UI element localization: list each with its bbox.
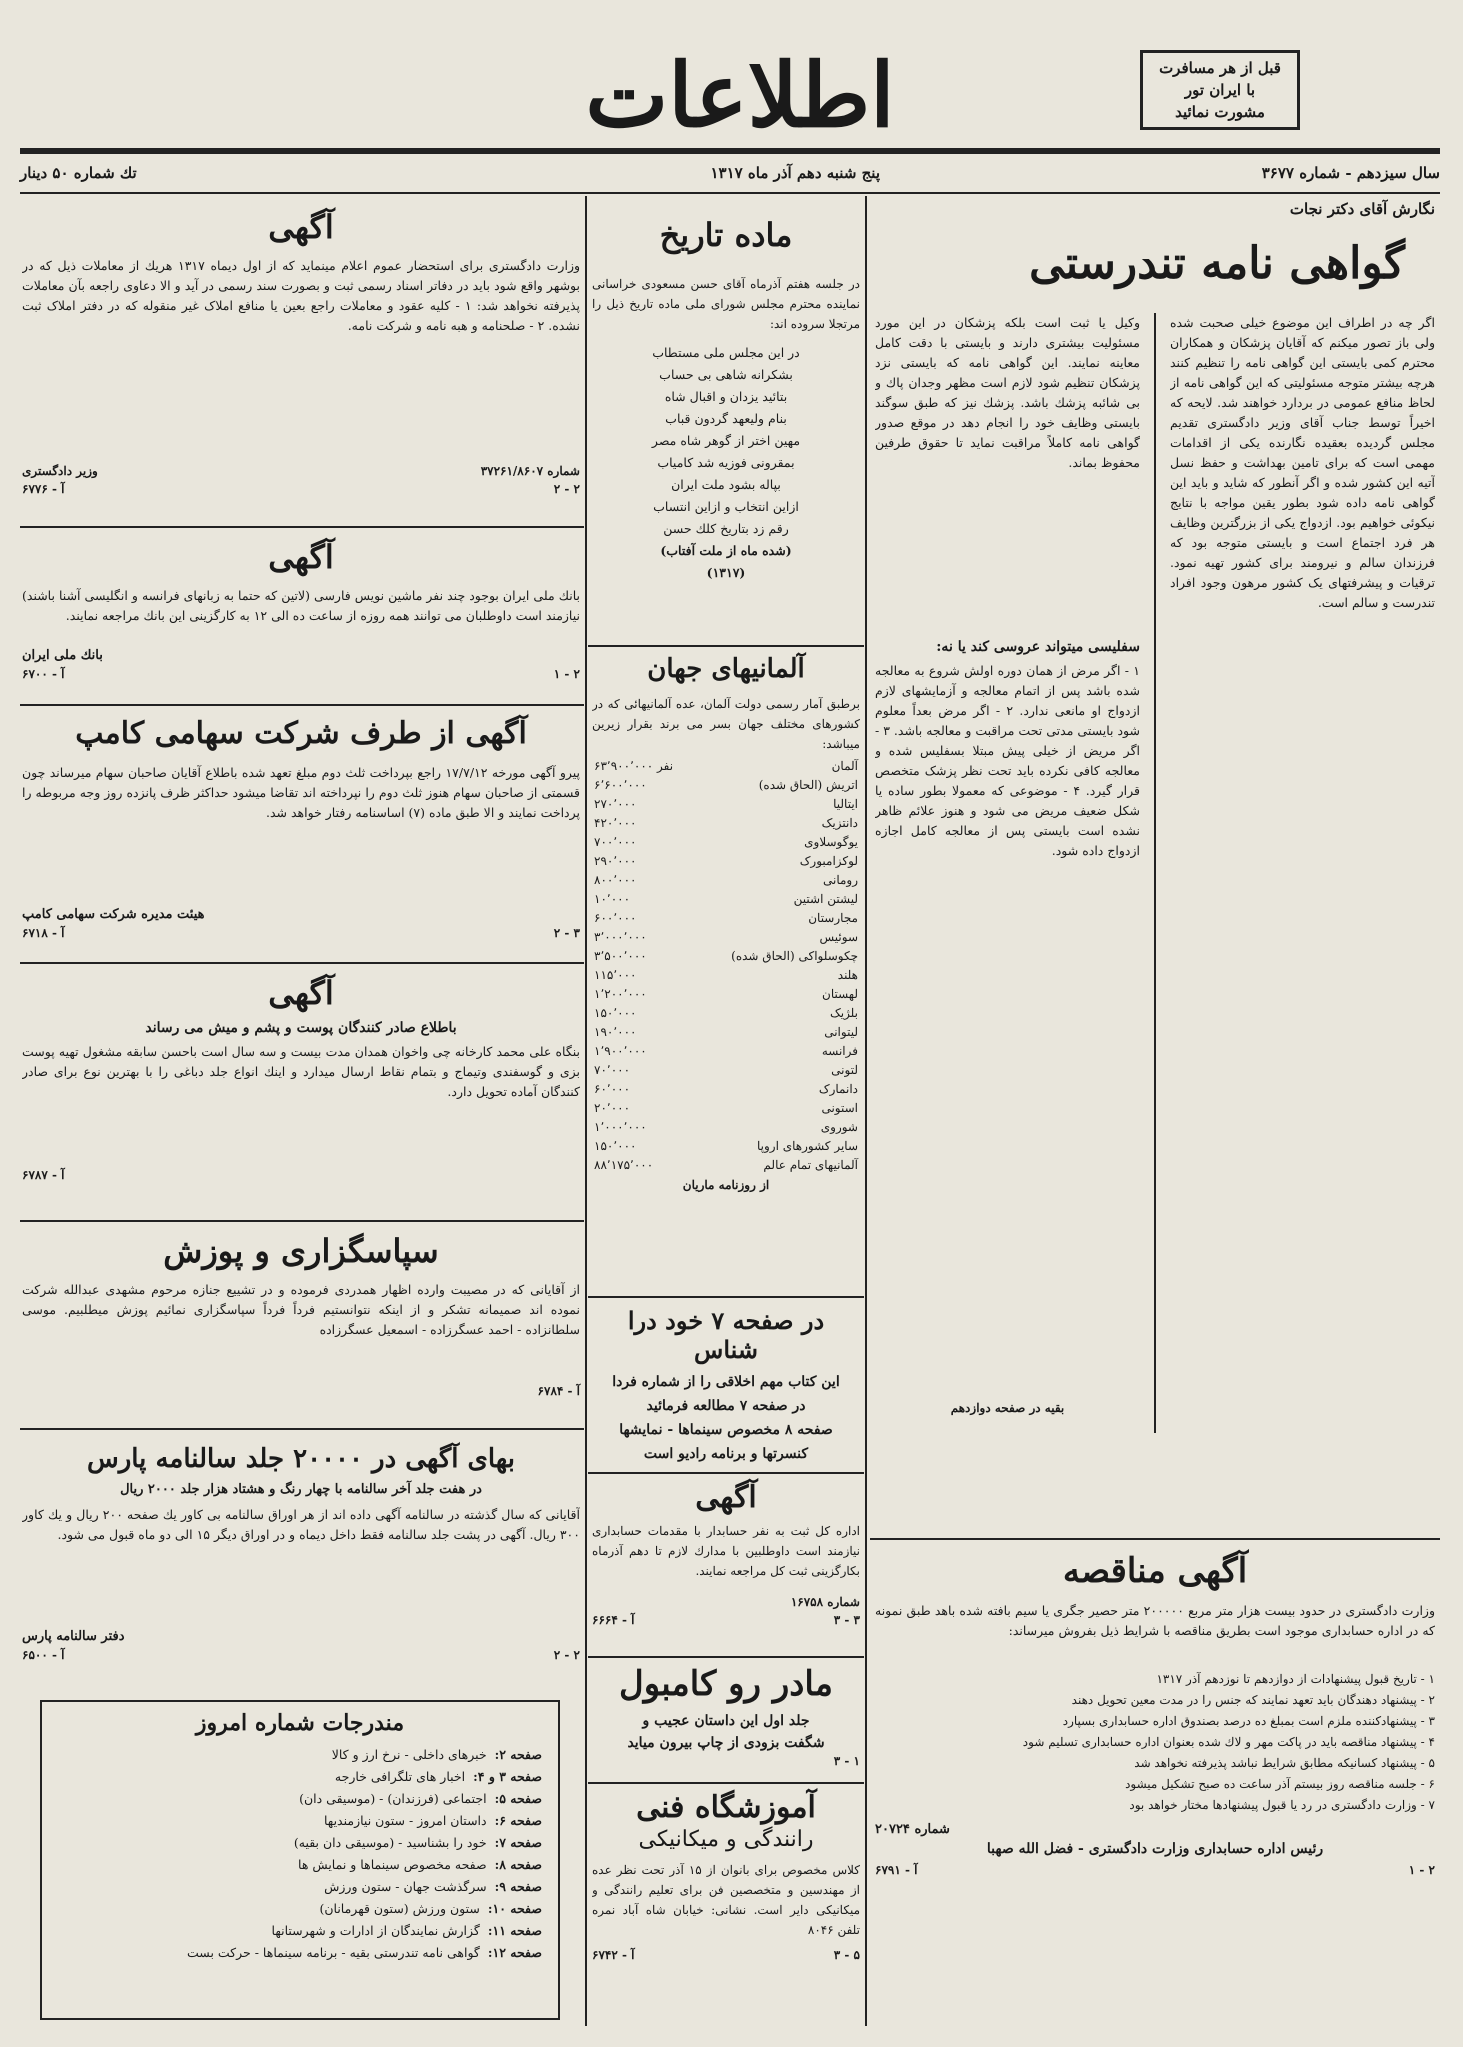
verse: رقم زد بتاریخ کلك حسن	[663, 521, 789, 536]
germans-row	[592, 1155, 860, 1174]
germans-row	[592, 1060, 860, 1079]
almanac-signature: دفتر سالنامه پارس	[22, 1629, 125, 1644]
thanks-body: از آقایانی که در مصیبت وارده اظهار همدردی فرموده و در تشییع جنازه مرحوم مشهدی عبدالله شرکت نموده اند صمیمانه تشکر و از اینکه نتوانستیم فرداً فرداً سپاسگزاری نمائیم پوزش میطلبیم. موسی سلطانزاده - احمد عسگرزاده - اسمعیل عسگرزاده	[22, 1282, 580, 1337]
center-ad-title: آگهی	[695, 1480, 757, 1515]
contents-text: اجتماعی (فرزندان) - (موسیقی دان)	[299, 1791, 487, 1806]
verse: بتائید یزدان و اقبال شاه	[664, 389, 788, 404]
country-name: لتونی	[831, 1062, 858, 1077]
tender-item: ۷ - وزارت دادگستری در رد یا قبول پیشنهادها مختار خواهد بود	[1129, 1798, 1435, 1812]
tender-item: ۳ - پیشنهادکننده ملزم است بمبلغ ده درصد بصندوق اداره حسابداری بسپارد	[1062, 1714, 1435, 1728]
tender-item: ۵ - پیشنهاد کسانیکه مطابق شرایط نباشد پذیرفته نخواهد شد	[1134, 1756, 1435, 1770]
population-count: ۶۰۰٬۰۰۰	[594, 910, 637, 925]
germans-row	[592, 984, 860, 1003]
ad-4-body: بنگاه علی محمد کارخانه چی واخوان همدان مدت بیست و سه سال است باحسن سابقه مشغول تهیه پوست بزی و گوسفندی وتیماج و بتمام نقاط ارسال میدارد و اینك انواع جلد دباغی را با بهترین نوع برای صادر کنندگان آماده تحویل دارد.	[22, 1044, 580, 1099]
ad-2-body: بانك ملی ایران بوجود چند نفر ماشین نویس فارسی (لاتین که حتما به زبانهای فرانسه و انگلیسی آشنا باشند) نیازمند است داوطلبان می توانند همه روزه از ساعت ده الی ۱۲ به کارگزینی این بانك مراجعه نمایند.	[22, 588, 580, 623]
contents-page: صفحه ۱۲:	[487, 1945, 542, 1960]
country-name: لوکزامبورک	[799, 853, 858, 868]
germans-row	[592, 870, 860, 889]
verse: مهین اختر از گوهر شاه مصر	[651, 433, 801, 448]
contents-text: گواهی نامه تندرستی بقیه - برنامه سینماها - حرکت بست	[187, 1945, 480, 1960]
contents-page: صفحه ۲:	[494, 1747, 542, 1762]
germans-row	[592, 908, 860, 927]
ad-4-ref: آ - ۶۷۸۷	[22, 1168, 65, 1182]
almanac-title: بهای آگهی در ۲۰۰۰۰ جلد سالنامه پارس	[86, 1444, 516, 1474]
country-name: استونی	[821, 1100, 858, 1115]
country-name: هلند	[837, 967, 858, 982]
tarikh-intro: در جلسه هفتم آذرماه آقای حسن مسعودی خراسانی نماینده محترم مجلس شورای ملی ماده تاریخ ذیل را مرتجلا سروده اند:	[592, 277, 860, 331]
tender-item: ۲ - پیشنهاد دهندگان باید تعهد نمایند که جنس را در مدت معین تحویل دهند	[1071, 1693, 1435, 1707]
contents-row	[58, 1898, 542, 1920]
contents-page: صفحه ۹:	[494, 1879, 542, 1894]
article-column-2: وکیل یا ثبت است بلکه پزشکان در این مورد مسئولیت بیشتری دارند و بایستی با دقت کامل معاینه نمایند. این گواهی نامه که بایستی نزد پزشکان تنظیم شود لازم است مظهر وجدان پاك و بی شائبه پزشك باشد. پزشك نیز که طبق سوگند بایستی وظایف خود را انجام دهد در موقع صدور گواهی نامه کاملاً مراقبت نماید تا حقوق طرفین محفوظ بماند.	[875, 315, 1140, 470]
ad-1	[22, 200, 580, 520]
contents-page: صفحه ۳ و ۴:	[473, 1769, 542, 1784]
center-ad	[592, 1476, 860, 1652]
contents-row	[58, 1788, 542, 1810]
ad-2	[22, 530, 580, 700]
contents-text: ستون ورزش (ستون قهرمانان)	[319, 1901, 480, 1916]
country-name: سوئیس	[819, 929, 858, 944]
health-article	[875, 200, 1435, 1530]
germans-table	[592, 756, 860, 1174]
thanks-ref: آ - ۶۷۸۴	[537, 1384, 580, 1398]
ad-2-signature: بانك ملی ایران	[22, 648, 103, 663]
ad-3	[22, 708, 580, 958]
ad-3-title: آگهی از طرف شرکت سهامی کامپ	[75, 716, 527, 751]
germans-row	[592, 756, 860, 775]
madar-kambol-title: مادر رو کامبول	[619, 1664, 833, 1704]
population-count: ۷۰٬۰۰۰	[594, 1062, 631, 1077]
tender-ref-left: آ - ۶۷۹۱	[875, 1863, 918, 1877]
amoozeshgah-ref-left: آ - ۶۷۴۲	[592, 1948, 635, 1962]
khod-amoozi-line: در صفحه ۷ مطالعه فرمائید	[646, 1398, 806, 1414]
contents-text: خود را بشناسید - (موسیقی دان بقیه)	[293, 1835, 487, 1850]
tender-ad	[875, 1545, 1435, 2025]
population-count: ۱٬۲۰۰٬۰۰۰	[594, 986, 647, 1001]
germans-row	[592, 1003, 860, 1022]
section-rule	[588, 1656, 864, 1658]
germans-row	[592, 946, 860, 965]
verse: بمقرونی فوزیه شد کامیاب	[657, 455, 795, 470]
population-count: ۸۰۰٬۰۰۰	[594, 872, 637, 887]
ad-1-body: وزارت دادگستری برای استحضار عموم اعلام مینماید که از اول دیماه ۱۳۱۷ هریك از معاملات ذیل که در بوشهر واقع شود باید در دفاتر اسناد رسمی ثبت و بصورت سند رسمی در آید و الا دعاوی راجعه بآن معاملات پذیرفته نخواهد شد: ۱ - کلیه عقود و معاملات راجع بعین یا منافع املاک غیر منقوله که در دفتر املاک ثبت نشده. ۲ - صلحنامه و هبه نامه و شرکت نامه.	[22, 258, 580, 333]
almanac-ref-right: ۲ - ۲	[553, 1648, 580, 1662]
contents-box	[40, 1700, 560, 2020]
population-count: ۱۱۵٬۰۰۰	[594, 967, 637, 982]
germans-source: از روزنامه ماریان	[682, 1178, 770, 1192]
ad-2-title: آگهی	[268, 538, 334, 576]
population-count: ۷۰۰٬۰۰۰	[594, 834, 637, 849]
byline: نگارش آقای دکتر نجات	[1289, 200, 1435, 218]
ad-4	[22, 966, 580, 1216]
section-rule	[20, 962, 584, 964]
contents-page: صفحه ۷:	[494, 1835, 542, 1850]
section-rule	[20, 526, 584, 528]
article-column-1: اگر چه در اطراف این موضوع خیلی صحبت شده ولی باز تصور میکنم که آقایان پزشکان و همکاران محترم کمی بایستی این گواهی نامه را تنظیم کنند هرچه بیشتر متوجه مسئولیتی که این گواهی نامه از لحاظ منافع عمومی در بردارد خواهند شد. لایحه که اخیراً توسط جناب آقای وزیر دادگستری تقدیم مجلس گردیده بعقیده نگارنده یکی از اقدامات مهمی است که برای تامین بهداشت و حفظ نسل آتیه این کشور شده و اگر آنطور که شاید و باید این گواهی نامه داده شود بطور یقین مواجه با نتایج نیکوئی خواهیم بود. ازدواج یکی از بزرگترین وظایف هر فرد اجتماع است و بایستی متوجه بود که فرزندان سالم و نیرومند برای کشور تهیه نمود. ترقیات و پیشرفتهای یک کشور مرهون وجود افراد تندرست و سالم است.	[1170, 315, 1435, 610]
germans-row	[592, 794, 860, 813]
germans-row	[592, 1117, 860, 1136]
amoozeshgah-subtitle: رانندگی و میکانیکی	[638, 1827, 814, 1852]
section-rule	[588, 645, 864, 647]
tender-body: وزارت دادگستری در حدود بیست هزار متر مربع ۲۰۰۰۰۰ متر حصیر جگری یا سیم بافته شده باهد طبق نمونه که در اداره حسابداری موجود است بطریق مناقصه با شرایط ذیل بفروش میرساند:	[875, 1603, 1435, 1638]
section-rule	[588, 1472, 864, 1474]
section-rule	[20, 1428, 584, 1430]
country-name: یوگوسلاوی	[804, 834, 858, 849]
verse: (شده ماه از ملت آفتاب)	[660, 543, 792, 558]
country-name: بلژیک	[829, 1005, 858, 1020]
verse: بشکرانه شاهی بی حساب	[659, 367, 793, 382]
ad-3-ref-right: ۳ - ۲	[553, 926, 580, 940]
contents-row	[58, 1744, 542, 1766]
promo-line-1: قبل از هر مسافرت	[1159, 59, 1281, 77]
article-title: گواهی نامه تندرستی	[1029, 238, 1405, 289]
column-divider	[1154, 313, 1156, 1433]
contents-row	[58, 1766, 542, 1788]
population-count: ۸۸٬۱۷۵٬۰۰۰	[594, 1157, 654, 1172]
population-count: ۶٬۶۰۰٬۰۰۰	[594, 777, 647, 792]
amoozeshgah-title: آموزشگاه فنی	[636, 1790, 816, 1825]
contents-list	[58, 1744, 542, 1964]
promo-line-3: مشورت نمائید	[1175, 103, 1265, 121]
contents-row	[58, 1920, 542, 1942]
population-count: ۳٬۵۰۰٬۰۰۰	[594, 948, 647, 963]
thanks-notice	[22, 1224, 580, 1424]
section-rule	[588, 1782, 864, 1784]
contents-text: داستان امروز - ستون نیازمندیها	[324, 1813, 487, 1828]
germans-row	[592, 832, 860, 851]
contents-text: سرگذشت جهان - ستون ورزش	[324, 1879, 487, 1894]
madar-kambol-ad	[592, 1660, 860, 1780]
almanac-ref-left: آ - ۶۵۰۰	[22, 1648, 65, 1662]
almanac-body: آقایانی که سال گذشته در سالنامه آگهی داده اند از هر اوراق سالنامه بی کاور یك صفحه ۲۰۰ ریال و یك کاور ۳۰۰ ریال. آگهی در پشت جلد سالنامه فقط داخل دیماه و در اوراق دیگر ۱۵ الی دو ماه قبول می شود.	[22, 1507, 580, 1542]
population-count: ۱۵۰٬۰۰۰	[594, 1005, 637, 1020]
contents-row	[58, 1854, 542, 1876]
dateline	[20, 160, 1440, 190]
country-name: دانمارک	[818, 1081, 858, 1096]
center-ad-body: اداره کل ثبت به نفر حسابدار با مقدمات حسابداری نیازمند است داوطلبین با مدارك لازم تا دهم آذرماه بکارگزینی ثبت کل مراجعه نمایند.	[592, 1524, 860, 1578]
country-name: دانتزیک	[821, 815, 858, 830]
contents-page: صفحه ۱۱:	[487, 1923, 542, 1938]
ad-4-subtitle: باطلاع صادر کنندگان پوست و پشم و میش می رساند	[145, 1020, 457, 1036]
ad-3-ref-left: آ - ۶۷۱۸	[22, 926, 65, 940]
population-count: ۱٬۹۰۰٬۰۰۰	[594, 1043, 647, 1058]
contents-row	[58, 1876, 542, 1898]
khod-amoozi-section	[592, 1300, 860, 1470]
country-name: فرانسه	[821, 1043, 858, 1058]
contents-row	[58, 1810, 542, 1832]
tender-ref-number: شماره ۲۰۷۲۴	[875, 1822, 950, 1837]
population-count: ۱٬۰۰۰٬۰۰۰	[594, 1119, 647, 1134]
germans-title: آلمانیهای جهان	[647, 654, 805, 684]
ad-1-ref-number: شماره ۳۷۲۶۱/۸۶۰۷	[480, 464, 580, 478]
thanks-title: سپاسگزاری و پوزش	[163, 1232, 439, 1270]
almanac-ad	[22, 1432, 580, 1692]
madar-kambol-ref: ۱ - ۳	[833, 1754, 860, 1768]
section-rule	[870, 1538, 1440, 1540]
section-rule	[588, 1296, 864, 1298]
khod-amoozi-title: در صفحه ۷ خود درا شناس	[627, 1306, 825, 1364]
center-ad-ref-number: شماره ۱۶۷۵۸	[790, 1595, 860, 1609]
ad-3-signature: هیئت مدیره شرکت سهامی کامپ	[22, 907, 205, 922]
tender-item: ۴ - پیشنهاد مناقصه باید در پاکت مهر و لاك شده بعنوان اداره حسابداری تسلیم شود	[1022, 1735, 1435, 1749]
country-name: چکوسلواکی (الحاق شده)	[731, 948, 858, 963]
germans-row	[592, 1136, 860, 1155]
population-count: ۶۳٬۹۰۰٬۰۰۰ نفر	[594, 758, 674, 773]
country-name: لیتوانی	[824, 1024, 858, 1039]
country-name: آلمان	[831, 758, 858, 773]
continued-note: بقیه در صفحه دوازدهم	[950, 1401, 1065, 1415]
contents-page: صفحه ۱۰:	[487, 1901, 542, 1916]
amoozeshgah-ad	[592, 1786, 860, 2026]
germans-section	[592, 650, 860, 1290]
contents-title: مندرجات شماره امروز	[195, 1710, 405, 1736]
tarikh-title: ماده تاریخ	[659, 216, 793, 254]
germans-row	[592, 965, 860, 984]
contents-page: صفحه ۶:	[494, 1813, 542, 1828]
germans-row	[592, 775, 860, 794]
tarikh-section	[592, 200, 860, 640]
issue-price: تك شماره ۵۰ دینار	[20, 164, 137, 182]
population-count: ۶۰٬۰۰۰	[594, 1081, 631, 1096]
population-count: ۲۷۰٬۰۰۰	[594, 796, 637, 811]
country-name: اتریش (الحاق شده)	[758, 777, 858, 792]
issue-number: سال سیزدهم - شماره ۳۶۷۷	[1261, 164, 1440, 182]
population-count: ۳٬۰۰۰٬۰۰۰	[594, 929, 647, 944]
contents-page: صفحه ۵:	[494, 1791, 542, 1806]
ad-1-ref-right: ۲ - ۲	[553, 482, 580, 496]
country-name: ایتالیا	[833, 796, 858, 811]
germans-row	[592, 851, 860, 870]
verse: ازاین انتخاب و ازاین انتساب	[653, 499, 799, 514]
germans-row	[592, 813, 860, 832]
almanac-subtitle: در هفت جلد آخر سالنامه با چهار رنگ و هشتاد هزار جلد ۲۰۰۰ ریال	[120, 1482, 482, 1497]
khod-amoozi-line: کنسرتها و برنامه رادیو است	[643, 1446, 809, 1462]
country-name: آلمانیهای تمام عالم	[763, 1157, 858, 1172]
population-count: ۴۲۰٬۰۰۰	[594, 815, 637, 830]
dateline-rule	[20, 192, 1440, 194]
ad-1-title: آگهی	[268, 208, 334, 246]
column-divider	[585, 196, 587, 2026]
tender-title: آگهی مناقصه	[1062, 1551, 1248, 1591]
tarikh-verses	[592, 342, 860, 584]
amoozeshgah-body: کلاس مخصوص برای بانوان از ۱۵ آذر تحت نظر عده از مهندسین و متخصصین فن برای تعلیم رانندگی و میکانیکی دایر است. نشانی: خیابان شاه آباد نمره تلفن ۸۰۴۶	[592, 1863, 860, 1937]
country-name: لیشتن اشتین	[793, 891, 858, 906]
population-count: ۱۰٬۰۰۰	[594, 891, 631, 906]
contents-page: صفحه ۸:	[494, 1857, 542, 1872]
madar-kambol-line: جلد اول این داستان عجیب و	[642, 1713, 810, 1729]
contents-text: اخبار های تلگرافی خارجه	[334, 1769, 466, 1784]
amoozeshgah-ref-right: ۵ - ۳	[833, 1948, 860, 1962]
germans-row	[592, 1041, 860, 1060]
germans-row	[592, 1079, 860, 1098]
country-name: شوروی	[820, 1119, 858, 1134]
population-count: ۲۹۰٬۰۰۰	[594, 853, 637, 868]
germans-row	[592, 889, 860, 908]
tarikh-year: (۱۳۱۷)	[706, 565, 746, 580]
article-column-3: ۱ - اگر مرض از همان دوره اولش شروع به معالجه شده باشد پس از اتمام معالجه و آزمایشهای لازم ازدواج او مانعی ندارد. ۲ - اگر مرض بعداً معلوم شود بایستی مدتی تحت مراقبت و معالجه باشد. ۳ - اگر مریض از خیلی پیش مبتلا بسفلیس شده و معالجه کافی نکرده باید تحت نظر پزشک متخصص قرار گیرد. ۴ - موضوعی که معمولا بطور ساده یا شکل ضعیف مریض می شود و هنوز علائم ظاهر نشده است بایستی پس از معالجه کامل اجازه ازدواج داده شود.	[875, 663, 1140, 858]
center-ad-ref-left: آ - ۶۶۶۴	[592, 1613, 635, 1627]
ad-1-signature: وزیر دادگستری	[22, 464, 98, 478]
verse: در این مجلس ملی مستطاب	[652, 345, 800, 360]
country-name: رومانی	[822, 872, 858, 887]
article-subhead: سفلیسی میتواند عروسی کند یا نه:	[936, 639, 1140, 655]
section-rule	[20, 1220, 584, 1222]
contents-text: صفحه مخصوص سینماها و نمایش ها	[298, 1857, 487, 1872]
ad-2-ref-right: ۲ - ۱	[553, 667, 580, 681]
issue-date: پنج شنبه دهم آذر ماه ۱۳۱۷	[710, 164, 880, 182]
contents-text: خبرهای داخلی - نرخ ارز و کالا	[331, 1747, 487, 1762]
tender-item: ۱ - تاریخ قبول پیشنهادات از دوازدهم تا نوزدهم آذر ۱۳۱۷	[1156, 1672, 1435, 1686]
germans-row	[592, 927, 860, 946]
khod-amoozi-line: صفحه ۸ مخصوص سینماها - نمایشها	[619, 1422, 833, 1438]
tender-ref-right: ۲ - ۱	[1408, 1863, 1435, 1877]
promo-line-2: با ایران تور	[1184, 81, 1256, 99]
verse: بنام ولیعهد گردون قباب	[665, 411, 787, 426]
population-count: ۱۹۰٬۰۰۰	[594, 1024, 637, 1039]
country-name: لهستان	[822, 986, 858, 1001]
tender-items	[875, 1669, 1435, 1816]
tender-signature: رئیس اداره حسابداری وزارت دادگستری - فضل الله صهبا	[986, 1841, 1324, 1857]
ad-1-ref-left: آ - ۶۷۷۶	[22, 482, 65, 496]
ad-4-title: آگهی	[268, 974, 334, 1012]
tender-item: ۶ - جلسه مناقصه روز بیستم آذر ساعت ده صبح تشکیل میشود	[1125, 1777, 1435, 1791]
population-count: ۱۵۰٬۰۰۰	[594, 1138, 637, 1153]
country-name: مجارستان	[808, 910, 858, 925]
contents-row	[58, 1832, 542, 1854]
germans-row	[592, 1098, 860, 1117]
contents-text: گزارش نمایندگان از ادارات و شهرستانها	[271, 1923, 480, 1938]
ad-3-body: پیرو آگهی مورخه ۱۷/۷/۱۲ راجع بپرداخت ثلث دوم مبلغ تعهد شده باطلاع آقایان صاحبان سهام میرساند چون قسمتی از صاحبان سهام هنوز ثلث دوم را نپرداخته اند تقاضا میشود حداکثر ظرف پانزده روز وجه مربوطه را پرداخت نمایند و الا طبق ماده (۷) اساسنامه رفتار خواهد شد.	[22, 765, 580, 820]
madar-kambol-line: شگفت بزودی از چاپ بیرون میاید	[627, 1735, 825, 1751]
contents-row	[58, 1942, 542, 1964]
promo-box	[1140, 50, 1300, 130]
ad-2-ref-left: آ - ۶۷۰۰	[22, 667, 65, 681]
germans-intro: برطبق آمار رسمی دولت آلمان، عده آلمانیهائی که در کشورهای مختلف جهان بسر می برند بقرار زیرین میباشد:	[592, 697, 860, 751]
column-divider	[865, 196, 867, 2026]
country-name: سایر کشورهای اروپا	[756, 1138, 858, 1153]
center-ad-ref-right: ۳ - ۳	[833, 1613, 860, 1627]
germans-row	[592, 1022, 860, 1041]
masthead-rule	[20, 148, 1440, 154]
verse: بپاله بشود ملت ایران	[671, 477, 781, 492]
population-count: ۲۰٬۰۰۰	[594, 1100, 631, 1115]
khod-amoozi-line: این کتاب مهم اخلاقی را از شماره فردا	[612, 1374, 840, 1390]
section-rule	[20, 704, 584, 706]
masthead-title: اطلاعات	[585, 43, 895, 147]
